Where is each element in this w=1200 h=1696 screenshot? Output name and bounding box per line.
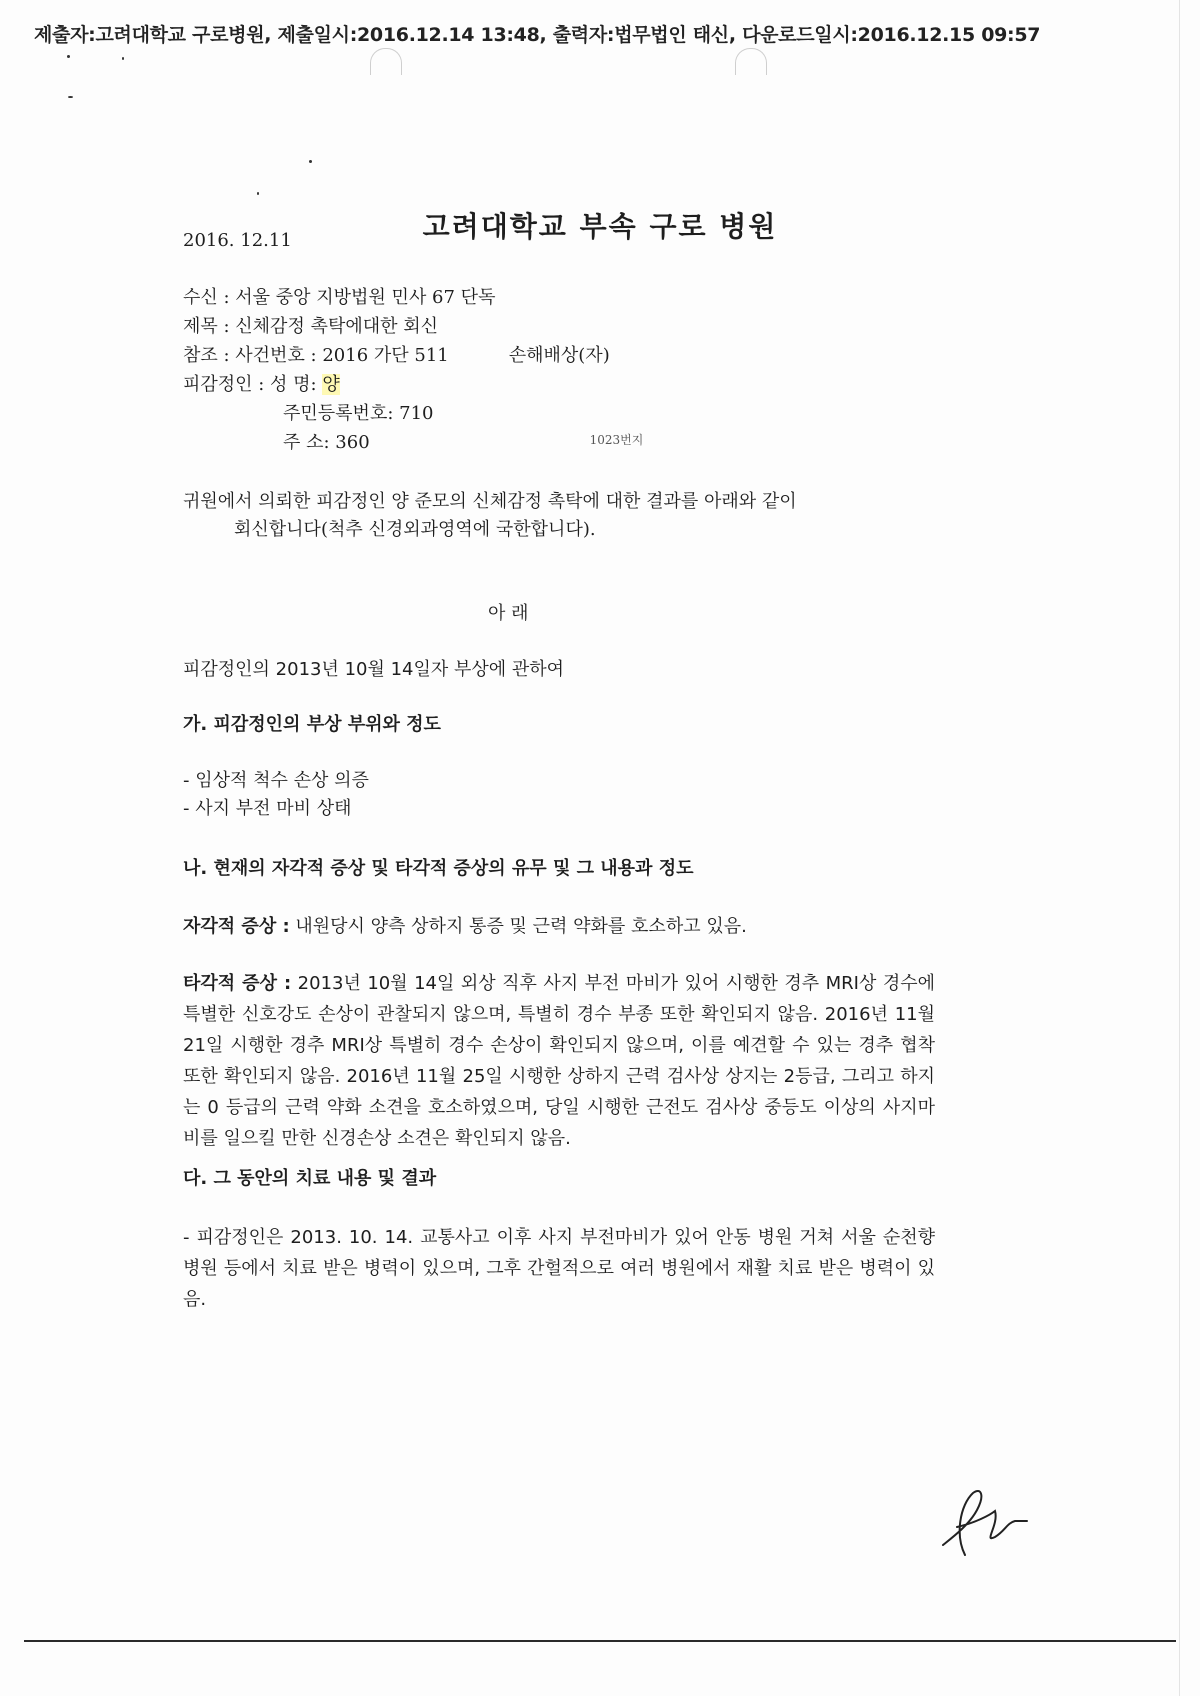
objective-label: 타각적 증상 : [183,973,292,994]
address-label: 주 소: 360 [283,432,370,453]
address-line [283,434,643,452]
intro-line-1: 귀원에서 의뢰한 피감정인 양 준모의 신체감정 촉탁에 대한 결과를 아래와 같이 [183,491,797,512]
intro-line-2: 회신합니다(척추 신경외과영역에 국한합니다). [234,519,596,540]
scan-speck [67,55,70,58]
case-number: 참조 : 사건번호 : 2016 가단 511 [183,345,449,366]
reference-line [183,347,610,365]
subjective-label: 자각적 증상 : [183,916,290,937]
resident-id-line: 주민등록번호: 710 [283,403,434,424]
section-ga-heading: 가. 피감정인의 부상 부위와 정도 [183,714,441,735]
section-ga-item: - 임상적 척수 손상 의증 [183,770,369,791]
subjective-symptoms-paragraph [183,911,1028,942]
subject-line: 제목 : 신체감정 촉탁에대한 회신 [183,316,438,337]
case-type: 손해배상(자) [508,345,610,366]
punch-hole-mark [370,48,402,75]
scan-speck [257,192,259,195]
document-title: 고려대학교 부속 구로 병원 [422,210,778,243]
section-na-heading: 나. 현재의 자각적 증상 및 타각적 증상의 유무 및 그 내용과 정도 [183,858,694,879]
section-ga-item: - 사지 부전 마비 상태 [183,798,352,819]
scan-speck [309,160,312,163]
fax-header-line: 제출자:고려대학교 구로병원, 제출일시:2016.12.14 13:48, 출력자:법무법인 태신, 다운로드일시:2016.12.15 09:57 [34,24,1041,46]
handwritten-signature [935,1485,1030,1565]
person-label: 피감정인 : 성 명: [183,374,317,395]
address-tail: 1023번지 [589,433,644,447]
section-da-heading: 다. 그 동안의 치료 내용 및 결과 [183,1168,437,1189]
person-name-line [183,376,340,394]
scan-edge [1179,0,1180,1696]
subjective-text: 내원당시 양측 상하지 통증 및 근력 약화를 호소하고 있음. [289,916,747,937]
objective-symptoms-paragraph [183,968,935,1154]
document-date: 2016. 12.11 [183,230,292,251]
below-heading: 아 래 [488,603,529,624]
punch-hole-mark [735,48,767,75]
person-name: 양 [322,374,340,395]
bottom-rule [24,1640,1176,1642]
injury-line: 피감정인의 2013년 10월 14일자 부상에 관하여 [183,659,565,680]
recipient-line: 수신 : 서울 중앙 지방법원 민사 67 단독 [183,287,496,308]
treatment-paragraph: - 피감정인은 2013. 10. 14. 교통사고 이후 사지 부전마비가 있어 안동 병원 거쳐 서울 순천향 병원 등에서 치료 받은 병력이 있으며, 그후 간헐적으로 여러 병원에서 재활 치료 받은 병력이 있음. [183,1227,935,1310]
scan-speck [122,57,124,60]
scan-speck [68,96,73,98]
objective-text: 2013년 10월 14일 외상 직후 사지 부전 마비가 있어 시행한 경추 MRI상 경수에 특별한 신호강도 손상이 관찰되지 않으며, 특별히 경수 부종 또한 확인되지 않음. 2016년 11월 21일 시행한 경추 MRI상 특별히 경수 손상이 확인되지 않으며, 이를 예견할 수 있는 경추 협착 또한 확인되지 않음. 2016년 11월 25일 시행한 상하지 근력 검사상 상지는 2등급, 그리고 하지는 0 등급의 근력 약화 소견을 호소하였으며, 당일 시행한 근전도 검사상 중등도 이상의 사지마비를 일으킬 만한 신경손상 소견은 확인되지 않음. [183,973,936,1149]
